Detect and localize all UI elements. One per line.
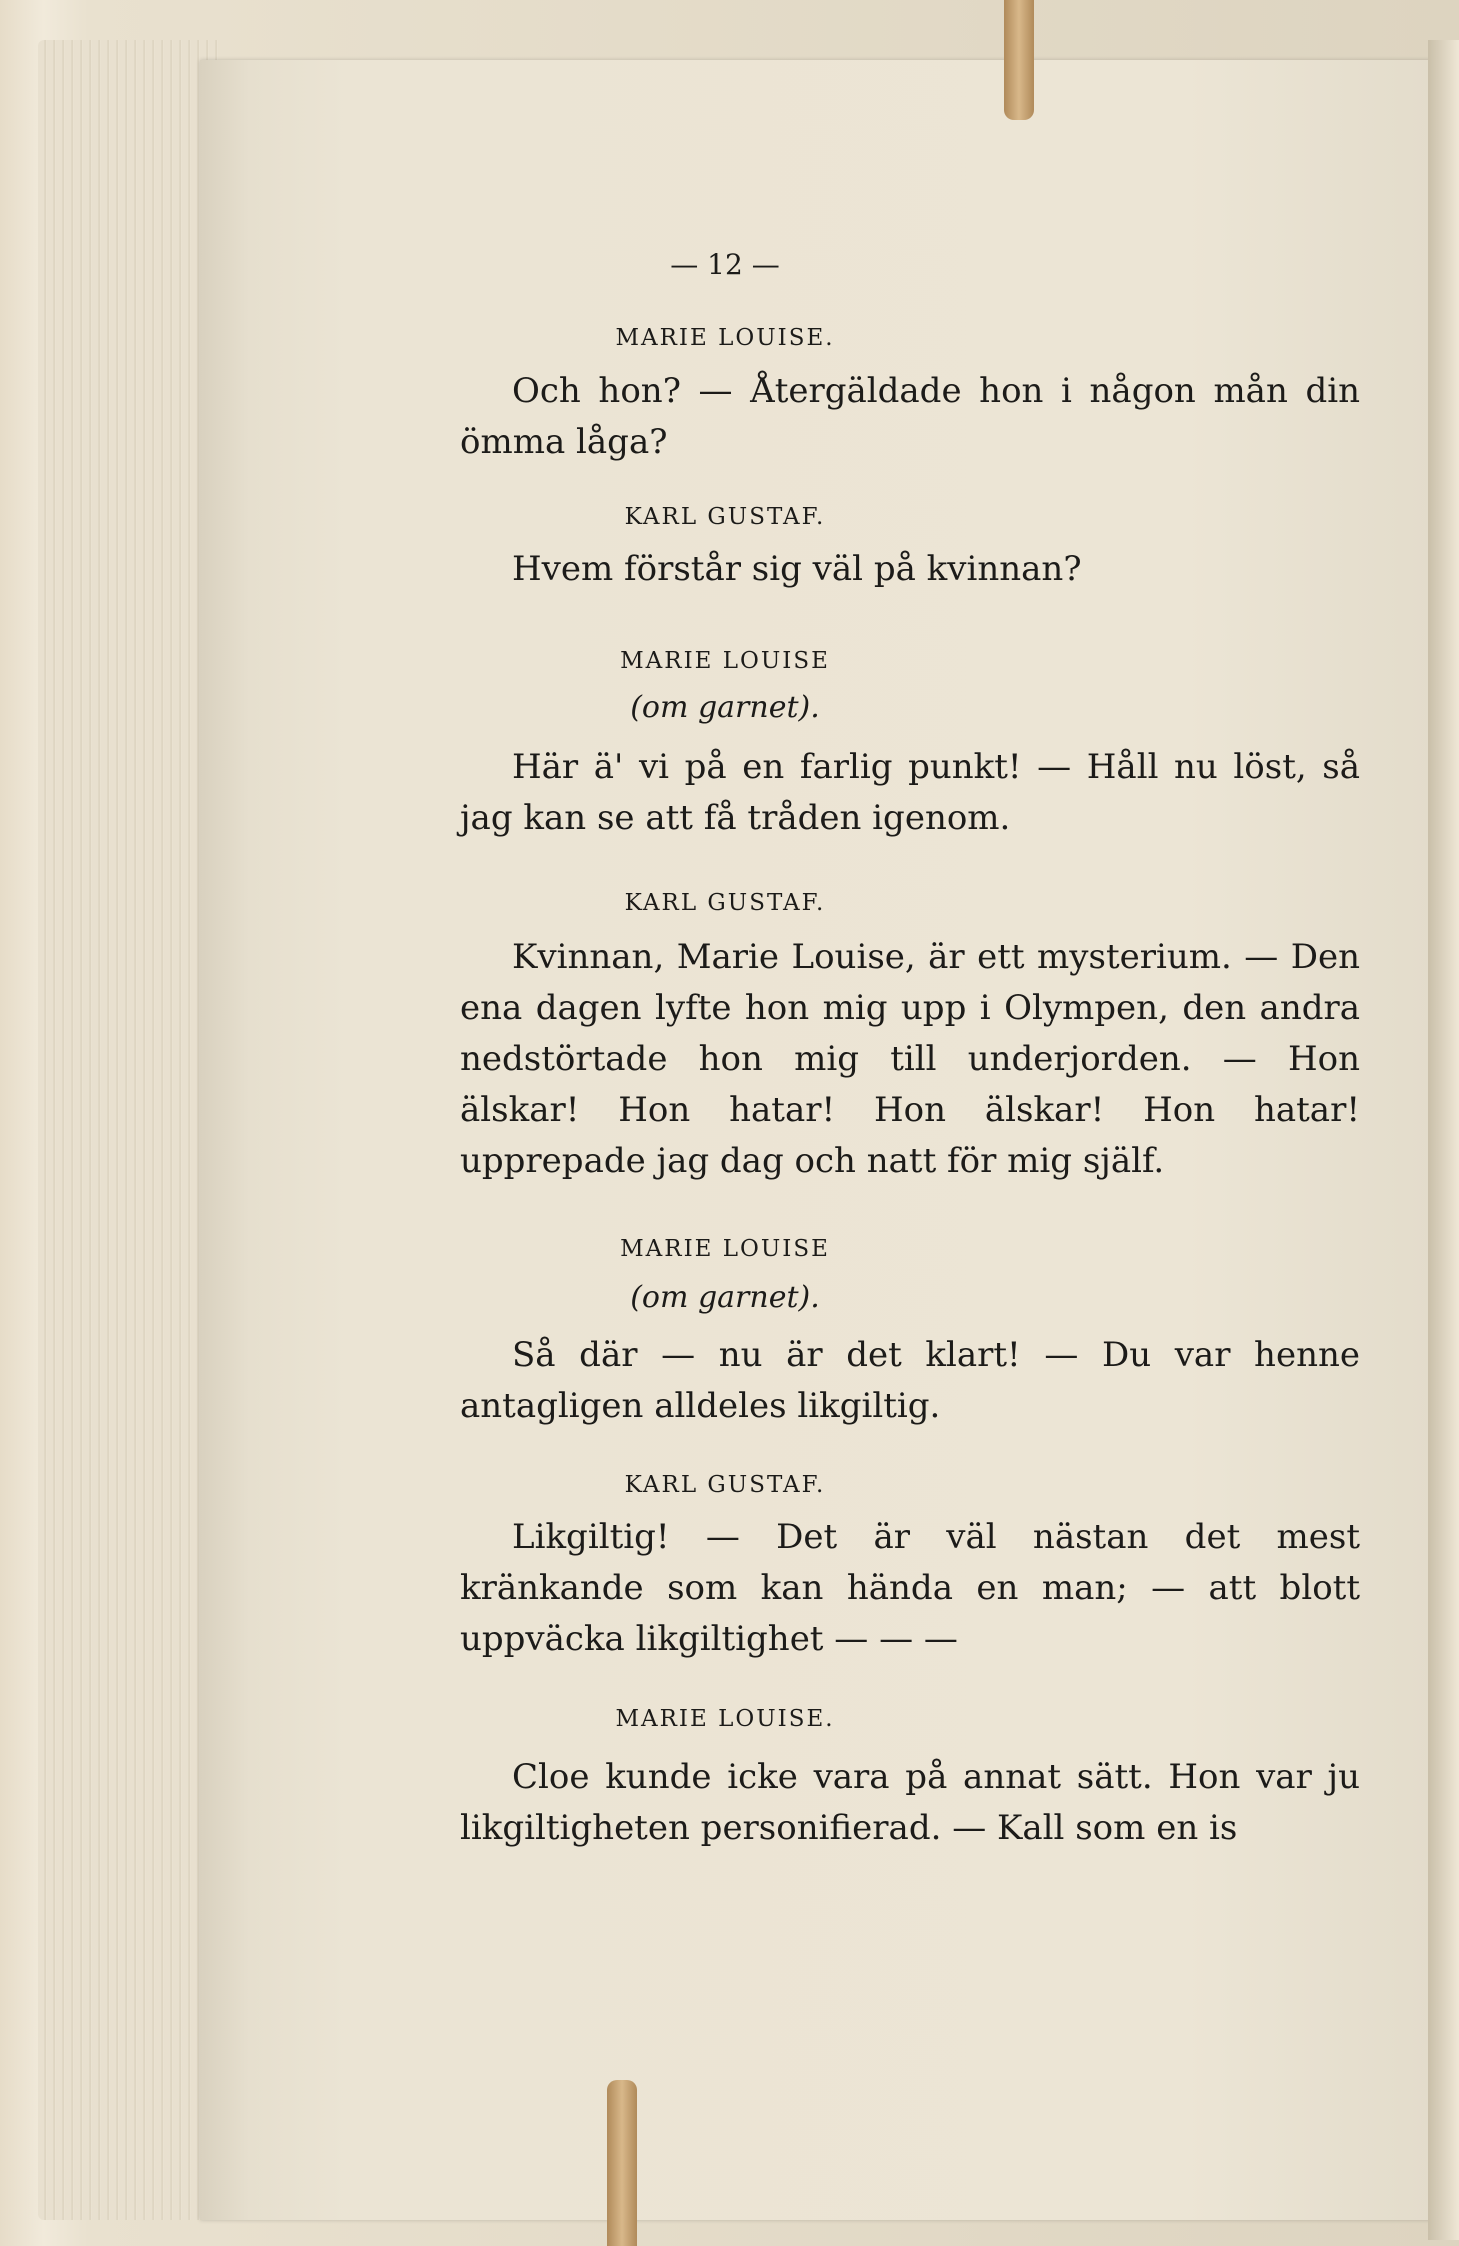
page-number: — 12 — [670,248,780,281]
speaker-label: KARL GUSTAF. [624,890,826,916]
speaker-label: MARIE LOUISE [620,648,830,674]
dialogue-paragraph: Så där — nu är det klart! — Du var henne antagligen alldeles likgiltig. [460,1335,1360,1426]
speaker-label: MARIE LOUISE. [615,1706,835,1732]
dialogue-paragraph: Kvinnan, Marie Louise, är ett mysterium. — Den ena dagen lyfte hon mig upp i Olympen, den andra nedstörtade hon mig till underjorden. — Hon älskar! Hon hatar! Hon älskar! Hon hatar! upprepade jag dag och natt för mig själf. [460,937,1360,1181]
dialogue-paragraph: Likgiltig! — Det är väl nästan det mest kränkande som kan hända en man; — att blott uppväcka likgiltighet — — — [460,1517,1360,1659]
dialogue-paragraph: Hvem förstår sig väl på kvinnan? [512,549,1082,589]
speaker-label: MARIE LOUISE. [615,325,835,351]
speaker-label: KARL GUSTAF. [624,1472,826,1498]
dialogue-paragraph: Cloe kunde icke vara på annat sätt. Hon var ju likgiltigheten personifierad. — Kall som en is [460,1757,1360,1848]
dialogue-paragraph: Här ä' vi på en farlig punkt! — Håll nu löst, så jag kan se att få tråden igenom. [460,747,1360,838]
speaker-label: MARIE LOUISE [620,1236,830,1262]
bookmark-ribbon-top [1004,0,1034,120]
bookmark-ribbon-bottom [607,2080,637,2246]
right-page-edge [1428,40,1459,2240]
page-edges [38,40,218,2220]
stage-direction: (om garnet). [630,690,820,725]
speaker-label: KARL GUSTAF. [624,504,826,530]
dialogue-paragraph: Och hon? — Återgäldade hon i någon mån din ömma låga? [460,371,1360,462]
stage-direction: (om garnet). [630,1280,820,1315]
